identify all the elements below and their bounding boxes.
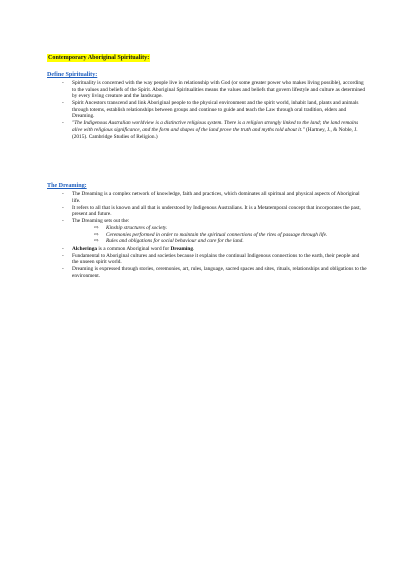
sub-list-item-text: Rules and obligations for social behaviour and care for the land.	[106, 238, 244, 245]
list-item-text: Spirit Ancestors transcend and link Aboriginal people to the physical environment and the spirit world, inhabit land, plants and animals through totems, establish relationships between groups and continue to guide and teach the Law through oral tradition, elders and Dreaming.	[72, 100, 359, 120]
arrow-icon: ⇨	[94, 238, 99, 245]
sub-list-item	[72, 225, 367, 232]
bullet: -	[62, 266, 64, 273]
list-item	[47, 80, 367, 100]
list-item-quote	[47, 120, 367, 140]
list-item	[47, 100, 367, 120]
dreaming-list	[47, 191, 367, 280]
bullet: -	[62, 252, 64, 259]
alcheringa-word: Alcheringa	[72, 245, 98, 252]
list-item-text: Dreaming is expressed through stories, ceremonies, art, rules, language, sacred spaces and sites, rituals, relationships and obligations to the environment.	[72, 266, 367, 279]
list-item	[47, 218, 367, 245]
list-item	[47, 266, 367, 279]
bullet: -	[62, 191, 64, 197]
quote-citation: (Hartney, J., & Noble, J. (2015). Cambridge Studies of Religion.)	[72, 126, 358, 140]
list-item-text: The Dreaming is a complex network of knowledge, faith and practices, which dominates all spiritual and physical aspects of Aboriginal life.	[72, 191, 360, 204]
list-item-text: Spirituality is concerned with the way people live in relationship with God (or some greater power who makes living possible), according to the values and beliefs of the Spirit. Aboriginal Spiritualities means the values and beliefs that govern lifestyle and culture as determined by every living creature and the landscape.	[72, 80, 366, 100]
bullet: -	[62, 204, 64, 211]
list-item-alcheringa	[47, 246, 367, 253]
bullet: -	[62, 80, 64, 86]
bullet: -	[62, 120, 64, 127]
list-item-text: Fundamental to Aboriginal cultures and societies because it explains the continual Indigenous connections to the earth, their people and the unseen spirit world.	[72, 252, 360, 266]
document-title: Contemporary Aboriginal Spirituality:	[48, 55, 150, 61]
sub-list-item-text: Ceremonies performed in order to maintain the spiritual connections of the rites of passage through life.	[106, 231, 328, 238]
spirituality-list	[47, 80, 367, 141]
bullet: -	[62, 245, 64, 252]
alcheringa-middle: is a common Aboriginal word for	[97, 245, 171, 252]
list-item-text: The Dreaming sets out the:	[72, 218, 130, 225]
list-item	[47, 253, 367, 266]
section-heading-the-dreaming: The Dreaming:	[47, 183, 87, 189]
list-item-text: It refers to all that is known and all that is understood by Indigenous Australians. It is a Metatemporal concept that incorporates the past, present and future.	[72, 204, 361, 218]
list-item	[47, 191, 367, 204]
sub-list-item-text: Kinship structures of society.	[106, 225, 168, 232]
arrow-icon: ⇨	[94, 225, 99, 232]
quote-text: "The Indigenous Australian worldview is a distinctive religious system. There is a religion strongly linked to the land; the land remains alive with religious significance, and the form and shapes of the land prove the truth and myths told about it."	[72, 120, 359, 133]
sub-list-item	[72, 238, 367, 245]
alcheringa-term: Dreaming	[170, 245, 193, 252]
list-item	[47, 205, 367, 218]
alcheringa-end: .	[193, 245, 195, 252]
bullet: -	[62, 100, 64, 107]
section-heading-define-spirituality: Define Spirituality:	[47, 72, 98, 78]
dreaming-sublist	[72, 225, 367, 245]
arrow-icon: ⇨	[94, 231, 99, 238]
bullet: -	[62, 218, 64, 225]
